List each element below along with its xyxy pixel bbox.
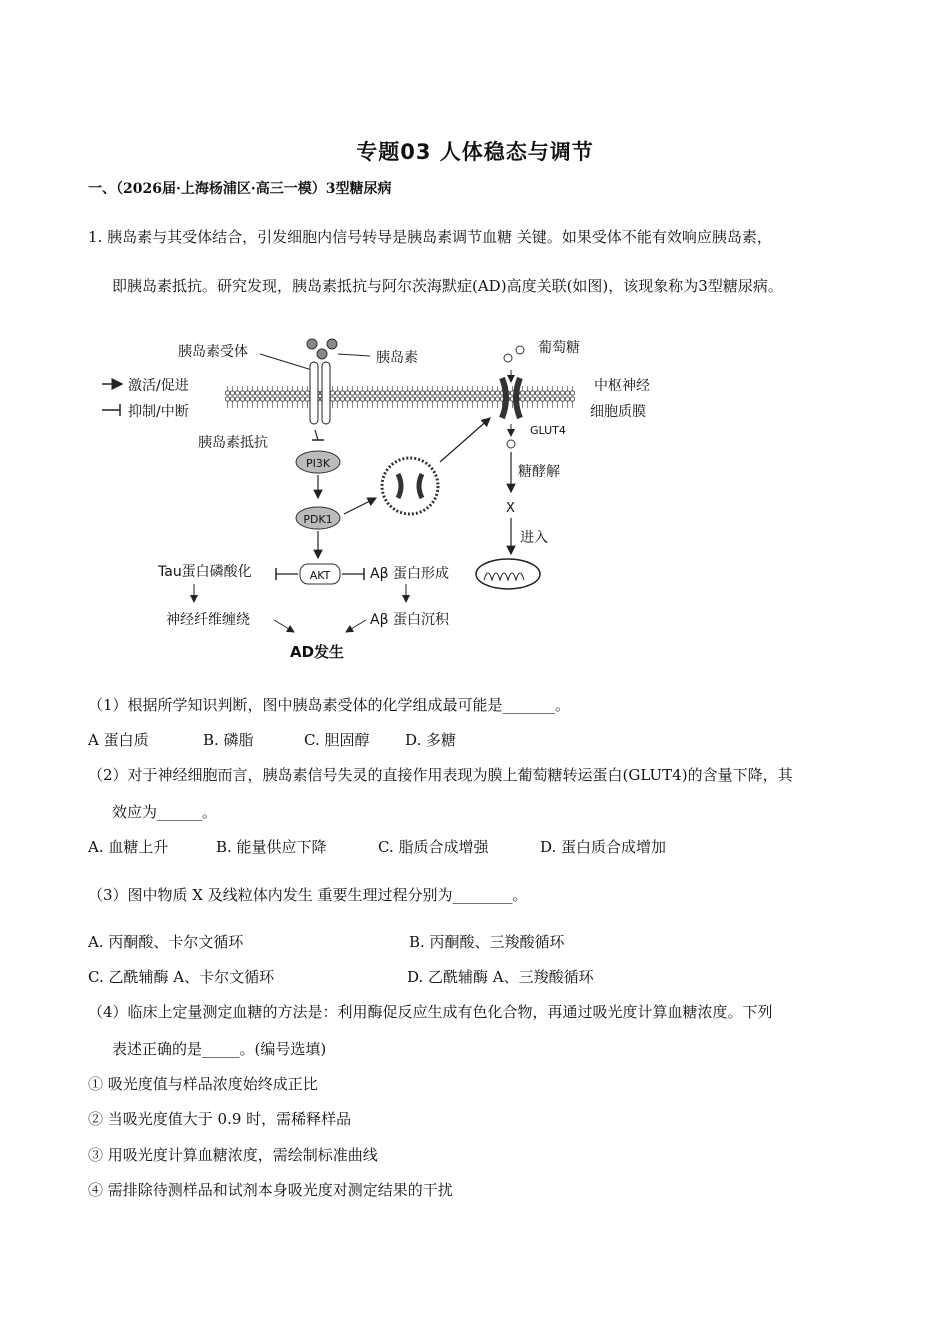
label-resistance: 胰岛素抵抗 xyxy=(198,435,268,451)
label-membrane-2: 细胞质膜 xyxy=(590,404,646,420)
legend-inhibit: 抑制/中断 xyxy=(128,404,189,420)
label-insulin: 胰岛素 xyxy=(376,350,418,366)
label-abeta-form: Aβ 蛋白形成 xyxy=(370,566,449,582)
label-pdk1: PDK1 xyxy=(303,513,333,526)
legend-activate: 激活/促进 xyxy=(128,378,189,394)
section-heading: 一、（2026届·上海杨浦区·高三一模）3型糖尿病 xyxy=(88,181,392,197)
intro-line-1: 1. 胰岛素与其受体结合，引发细胞内信号转导是胰岛素调节血糖 关键。如果受体不能有效响应胰岛素， xyxy=(88,228,772,246)
page-title: 专题03 人体稳态与调节 xyxy=(356,140,594,164)
label-enter: 进入 xyxy=(520,530,548,546)
q4-item-4: ④ 需排除待测样品和试剂本身吸光度对测定结果的干扰 xyxy=(88,1181,453,1199)
label-pi3k: PI3K xyxy=(305,457,331,470)
q4-stem-1: （4）临床上定量测定血糖的方法是：利用酶促反应生成有色化合物，再通过吸光度计算血糖浓度。下列 xyxy=(88,1003,773,1021)
q2-option-b: B. 能量供应下降 xyxy=(216,838,327,856)
signaling-diagram xyxy=(90,330,670,670)
intro-line-2: 即胰岛素抵抗。研究发现，胰岛素抵抗与阿尔茨海默症(AD)高度关联(如图)，该现象称为3型糖尿病。 xyxy=(112,277,783,295)
label-ad: AD发生 xyxy=(290,643,345,661)
label-glut4: GLUT4 xyxy=(530,424,566,437)
q4-stem-2: 表述正确的是_____。(编号选填) xyxy=(112,1040,327,1058)
label-tau: Tau蛋白磷酸化 xyxy=(158,564,252,580)
q3-option-d: D. 乙酰辅酶 A、三羧酸循环 xyxy=(407,968,594,986)
q2-option-d: D. 蛋白质合成增加 xyxy=(540,838,667,856)
q2-stem-1: （2）对于神经细胞而言，胰岛素信号失灵的直接作用表现为膜上葡萄糖转运蛋白(GLUT4)的含量下降，其 xyxy=(88,766,793,784)
q3-option-a: A. 丙酮酸、卡尔文循环 xyxy=(88,933,244,951)
q3-option-b: B. 丙酮酸、三羧酸循环 xyxy=(409,933,565,951)
label-abeta-deposit: Aβ 蛋白沉积 xyxy=(370,612,449,628)
q4-item-3: ③ 用吸光度计算血糖浓度，需绘制标准曲线 xyxy=(88,1146,378,1164)
glucose-molecule-icon xyxy=(504,354,512,362)
label-tangle: 神经纤维缠绕 xyxy=(166,612,250,628)
q1-option-b: B. 磷脂 xyxy=(203,731,254,749)
insulin-molecule-icon xyxy=(307,339,317,349)
q2-option-c: C. 脂质合成增强 xyxy=(378,838,489,856)
label-glucose: 葡萄糖 xyxy=(538,340,580,356)
receptor-icon xyxy=(310,362,318,424)
q2-stem-2: 效应为______。 xyxy=(112,803,218,821)
label-x: X xyxy=(506,501,515,516)
glut4-vesicle-icon xyxy=(382,458,438,514)
q4-item-2: ② 当吸光度值大于 0.9 时，需稀释样品 xyxy=(88,1110,352,1128)
label-akt: AKT xyxy=(309,569,331,582)
cell-membrane xyxy=(225,386,575,408)
label-membrane-1: 中枢神经 xyxy=(594,378,650,394)
mitochondrion-icon xyxy=(476,559,540,589)
q2-option-a: A. 血糖上升 xyxy=(88,838,169,856)
q1-stem: （1）根据所学知识判断，图中胰岛素受体的化学组成最可能是_______。 xyxy=(88,696,571,714)
q4-item-1: ① 吸光度值与样品浓度始终成正比 xyxy=(88,1075,318,1093)
q3-stem: （3）图中物质 X 及线粒体内发生 重要生理过程分别为________。 xyxy=(88,886,528,904)
q1-option-c: C. 胆固醇 xyxy=(304,731,370,749)
label-receptor: 胰岛素受体 xyxy=(178,344,248,360)
label-glycolysis: 糖酵解 xyxy=(518,464,560,480)
q1-option-a: A 蛋白质 xyxy=(88,731,149,749)
q1-option-d: D. 多糖 xyxy=(405,731,457,749)
q3-option-c: C. 乙酰辅酶 A、卡尔文循环 xyxy=(88,968,275,986)
